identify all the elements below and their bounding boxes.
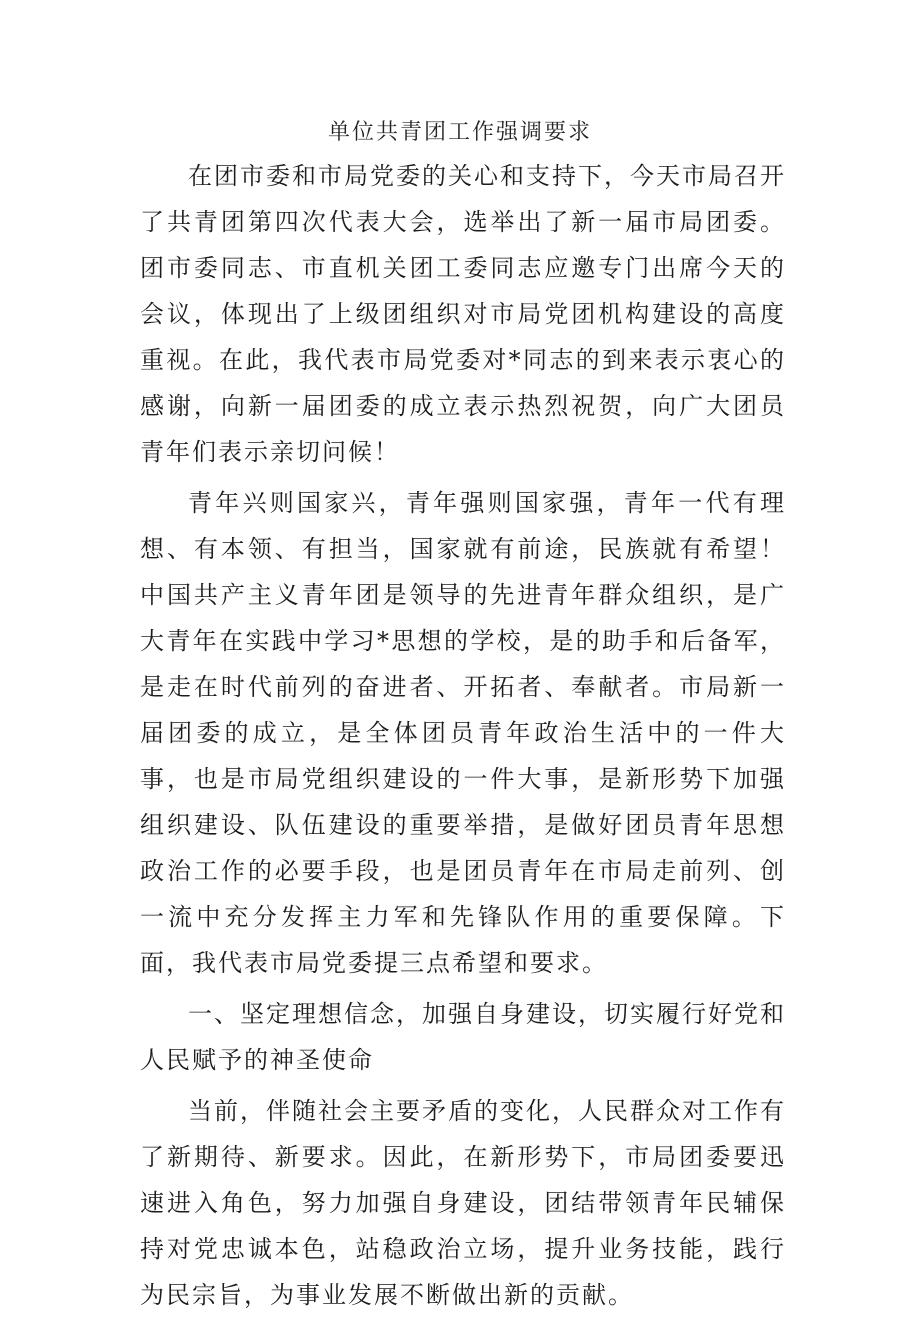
section-heading-one: 一、坚定理想信念，加强自身建设，切实履行好党和人民赋予的神圣使命 [140, 1000, 786, 1074]
document-body [140, 153, 786, 1318]
paragraph-intro: 在团市委和市局党委的关心和支持下，今天市局召开了共青团第四次代表大会，选举出了新一届市局团委。团市委同志、市直机关团工委同志应邀专门出席今天的会议，体现出了上级团组织对市局党团机构建设的高度重视。在此，我代表市局党委对*同志的到来表示衷心的感谢，向新一届团委的成立表示热烈祝贺，向广大团员青年们表示亲切问候！ [140, 162, 786, 466]
paragraph-youth: 青年兴则国家兴，青年强则国家强，青年一代有理想、有本领、有担当，国家就有前途，民族就有希望！中国共产主义青年团是领导的先进青年群众组织，是广大青年在实践中学习*思想的学校，是的助手和后备军，是走在时代前列的奋进者、开拓者、奉献者。市局新一届团委的成立，是全体团员青年政治生活中的一件大事，也是市局党组织建设的一件大事，是新形势下加强组织建设、队伍建设的重要举措，是做好团员青年思想政治工作的必要手段，也是团员青年在市局走前列、创一流中充分发挥主力军和先锋队作用的重要保障。下面，我代表市局党委提三点希望和要求。 [140, 489, 786, 977]
document-title: 单位共青团工作强调要求 [327, 120, 592, 145]
paragraph-current: 当前，伴随社会主要矛盾的变化，人民群众对工作有了新期待、新要求。因此，在新形势下，市局团委要迅速进入角色，努力加强自身建设，团结带领青年民辅保持对党忠诚本色，站稳政治立场，提升业务技能，践行为民宗旨，为事业发展不断做出新的贡献。 [140, 1097, 786, 1309]
